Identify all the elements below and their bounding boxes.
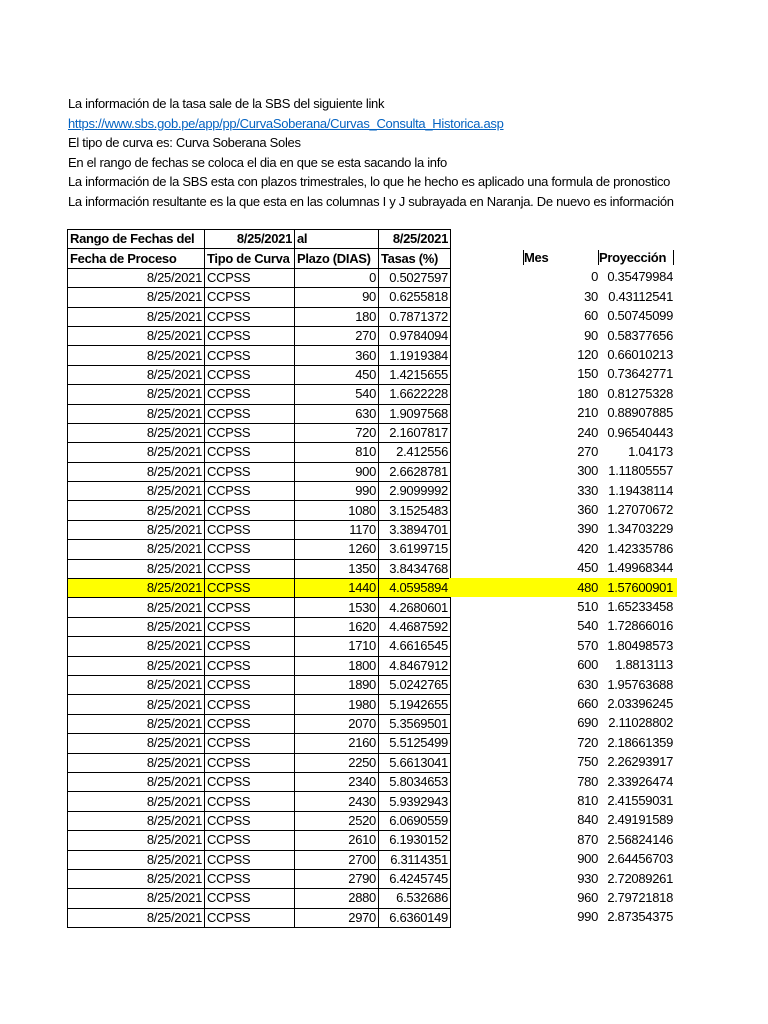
cell-mes[interactable]: 600 <box>577 657 598 673</box>
cell-mes[interactable]: 870 <box>577 831 598 847</box>
table-row <box>68 307 451 326</box>
cell-tipo[interactable]: CCPSS <box>205 656 295 675</box>
projection-row <box>449 694 677 713</box>
table-row <box>68 540 451 559</box>
cell-mes[interactable]: 990 <box>577 909 598 925</box>
table-row <box>68 734 451 753</box>
cell-mes[interactable]: 900 <box>577 851 598 867</box>
cell-proyeccion[interactable]: 2.64456703 <box>607 851 673 867</box>
range-to[interactable]: 8/25/2021 <box>379 230 451 249</box>
cell-tipo[interactable]: CCPSS <box>205 307 295 326</box>
table-row <box>68 889 451 908</box>
cell-tasa[interactable]: 0.9784094 <box>379 326 451 345</box>
cell-mes[interactable]: 0 <box>591 269 598 285</box>
cell-plazo[interactable]: 720 <box>295 423 379 442</box>
cell-plazo[interactable]: 1620 <box>295 617 379 636</box>
cell-proyeccion[interactable]: 0.96540443 <box>607 424 673 440</box>
cell-proyeccion[interactable]: 1.49968344 <box>607 560 673 576</box>
cell-tipo[interactable]: CCPSS <box>205 753 295 772</box>
projection-row <box>449 597 677 616</box>
projection-row <box>449 267 677 286</box>
cell-mes[interactable]: 720 <box>577 734 598 750</box>
cell-fecha[interactable]: 8/25/2021 <box>68 404 205 423</box>
cell-fecha[interactable]: 8/25/2021 <box>68 268 205 287</box>
cell-tipo[interactable]: CCPSS <box>205 559 295 578</box>
cell-tasa[interactable]: 6.532686 <box>379 889 451 908</box>
cell-fecha[interactable]: 8/25/2021 <box>68 326 205 345</box>
cell-fecha[interactable]: 8/25/2021 <box>68 714 205 733</box>
cell-fecha[interactable]: 8/25/2021 <box>68 831 205 850</box>
cell-mes[interactable]: 690 <box>577 715 598 731</box>
cell-plazo[interactable]: 2970 <box>295 908 379 927</box>
cell-plazo[interactable]: 1800 <box>295 656 379 675</box>
cell-mes[interactable]: 960 <box>577 889 598 905</box>
cell-proyeccion[interactable]: 1.27070672 <box>607 502 673 518</box>
cell-tasa[interactable]: 1.9097568 <box>379 404 451 423</box>
cell-proyeccion[interactable]: 2.18661359 <box>607 734 673 750</box>
cell-fecha[interactable]: 8/25/2021 <box>68 462 205 481</box>
cell-tipo[interactable]: CCPSS <box>205 365 295 384</box>
projection-row <box>449 384 677 403</box>
table-row <box>68 753 451 772</box>
projection-row <box>449 810 677 829</box>
projection-row <box>449 306 677 325</box>
projection-row <box>449 326 677 345</box>
cell-proyeccion[interactable]: 1.95763688 <box>607 676 673 692</box>
table-row <box>68 288 451 307</box>
cell-fecha[interactable]: 8/25/2021 <box>68 869 205 888</box>
cell-proyeccion[interactable]: 1.42335786 <box>607 540 673 556</box>
range-row <box>68 230 451 249</box>
table-row <box>68 811 451 830</box>
table-row <box>68 385 451 404</box>
cell-proyeccion[interactable]: 2.56824146 <box>607 831 673 847</box>
projection-row <box>449 655 677 674</box>
cell-fecha[interactable]: 8/25/2021 <box>68 734 205 753</box>
cell-proyeccion[interactable]: 1.11805557 <box>608 463 673 479</box>
cell-proyeccion[interactable]: 0.81275328 <box>607 385 673 401</box>
cell-proyeccion[interactable]: 2.87354375 <box>607 909 673 925</box>
cell-plazo[interactable]: 1890 <box>295 675 379 694</box>
cell-fecha[interactable]: 8/25/2021 <box>68 792 205 811</box>
cell-fecha[interactable]: 8/25/2021 <box>68 908 205 927</box>
note-line-4: En el rango de fechas se coloca el dia en que se esta sacando la info <box>68 154 447 170</box>
projection-row <box>449 907 677 926</box>
cell-plazo[interactable]: 2790 <box>295 869 379 888</box>
cell-proyeccion[interactable]: 2.49191589 <box>607 812 673 828</box>
cell-tipo[interactable]: CCPSS <box>205 579 295 598</box>
cell-mes[interactable]: 240 <box>577 424 598 440</box>
cell-proyeccion[interactable]: 0.58377656 <box>607 327 673 343</box>
table-row <box>68 869 451 888</box>
cell-proyeccion[interactable]: 0.73642771 <box>607 366 673 382</box>
cell-plazo[interactable]: 2430 <box>295 792 379 811</box>
projection-header <box>449 248 677 267</box>
cell-proyeccion[interactable]: 2.41559031 <box>607 792 673 808</box>
projection-row <box>449 772 677 791</box>
cell-tasa[interactable]: 0.7871372 <box>379 307 451 326</box>
cell-tipo[interactable]: CCPSS <box>205 637 295 656</box>
cell-mes[interactable]: 750 <box>577 754 598 770</box>
projection-row <box>449 888 677 907</box>
projection-row <box>449 752 677 771</box>
cell-proyeccion[interactable]: 1.57600901 <box>607 579 673 595</box>
cell-plazo[interactable]: 630 <box>295 404 379 423</box>
cell-tipo[interactable]: CCPSS <box>205 346 295 365</box>
cell-tipo[interactable]: CCPSS <box>205 540 295 559</box>
projection-row <box>449 791 677 810</box>
projection-row <box>449 558 677 577</box>
cell-tasa[interactable]: 1.6622228 <box>379 385 451 404</box>
cell-tasa[interactable]: 6.0690559 <box>379 811 451 830</box>
cell-plazo[interactable]: 810 <box>295 443 379 462</box>
table-row <box>68 559 451 578</box>
cell-proyeccion[interactable]: 1.72866016 <box>607 618 673 634</box>
cell-plazo[interactable]: 2880 <box>295 889 379 908</box>
projection-row <box>449 500 677 519</box>
cell-mes[interactable]: 210 <box>577 405 598 421</box>
cell-proyeccion[interactable]: 1.65233458 <box>607 599 673 615</box>
cell-tipo[interactable]: CCPSS <box>205 675 295 694</box>
cell-tasa[interactable]: 4.4687592 <box>379 617 451 636</box>
projection-row <box>449 403 677 422</box>
cell-tasa[interactable]: 4.8467912 <box>379 656 451 675</box>
cell-tasa[interactable]: 6.4245745 <box>379 869 451 888</box>
cell-fecha[interactable]: 8/25/2021 <box>68 288 205 307</box>
cell-plazo[interactable]: 2070 <box>295 714 379 733</box>
cell-tipo[interactable]: CCPSS <box>205 462 295 481</box>
cell-tasa[interactable]: 2.1607817 <box>379 423 451 442</box>
projection-row <box>449 423 677 442</box>
projection-row <box>449 519 677 538</box>
notes-block <box>68 94 768 211</box>
cell-mes[interactable]: 420 <box>577 540 598 556</box>
cell-mes[interactable]: 180 <box>577 385 598 401</box>
cell-tasa[interactable]: 2.412556 <box>379 443 451 462</box>
cell-tipo[interactable]: CCPSS <box>205 811 295 830</box>
cell-tipo[interactable]: CCPSS <box>205 520 295 539</box>
cell-plazo[interactable]: 0 <box>295 268 379 287</box>
cell-tipo[interactable]: CCPSS <box>205 617 295 636</box>
cell-tipo[interactable]: CCPSS <box>205 598 295 617</box>
cell-tipo[interactable]: CCPSS <box>205 714 295 733</box>
projection-row <box>449 733 677 752</box>
cell-fecha[interactable]: 8/25/2021 <box>68 656 205 675</box>
cell-fecha[interactable]: 8/25/2021 <box>68 559 205 578</box>
table-row <box>68 346 451 365</box>
table-row <box>68 482 451 501</box>
projection-rows <box>449 267 677 926</box>
cell-fecha[interactable]: 8/25/2021 <box>68 540 205 559</box>
cell-mes[interactable]: 480 <box>577 579 598 595</box>
cell-mes[interactable]: 780 <box>577 773 598 789</box>
cell-fecha[interactable]: 8/25/2021 <box>68 675 205 694</box>
cell-plazo[interactable]: 1440 <box>295 579 379 598</box>
cell-tipo[interactable]: CCPSS <box>205 443 295 462</box>
table-row <box>68 579 451 598</box>
cell-tipo[interactable]: CCPSS <box>205 869 295 888</box>
table-row <box>68 850 451 869</box>
table-row <box>68 462 451 481</box>
cell-tasa[interactable]: 5.9392943 <box>379 792 451 811</box>
cell-plazo[interactable]: 2160 <box>295 734 379 753</box>
cell-mes[interactable]: 810 <box>577 792 598 808</box>
cell-mes[interactable]: 60 <box>584 308 598 324</box>
cell-proyeccion[interactable]: 1.80498573 <box>607 637 673 653</box>
projection-row <box>449 869 677 888</box>
cell-fecha[interactable]: 8/25/2021 <box>68 850 205 869</box>
cell-plazo[interactable]: 450 <box>295 365 379 384</box>
range-al[interactable]: al <box>295 230 379 249</box>
table-row <box>68 326 451 345</box>
table-row <box>68 675 451 694</box>
cell-tipo[interactable]: CCPSS <box>205 792 295 811</box>
cell-proyeccion[interactable]: 1.19438114 <box>608 482 673 498</box>
table-row <box>68 404 451 423</box>
cell-plazo[interactable]: 2520 <box>295 811 379 830</box>
note-line-5: La información de la SBS esta con plazos trimestrales, lo que he hecho es aplicado una formula de pronostico <box>68 174 671 189</box>
cell-plazo[interactable]: 540 <box>295 385 379 404</box>
table-row <box>68 617 451 636</box>
cell-proyeccion[interactable]: 0.35479984 <box>607 269 673 285</box>
table-row <box>68 520 451 539</box>
cell-mes[interactable]: 930 <box>577 870 598 886</box>
cell-tipo[interactable]: CCPSS <box>205 288 295 307</box>
cell-tipo[interactable]: CCPSS <box>205 734 295 753</box>
cell-proyeccion[interactable]: 1.8813113 <box>615 657 673 673</box>
cell-mes[interactable]: 660 <box>577 695 598 711</box>
cell-mes[interactable]: 30 <box>584 288 598 304</box>
range-label[interactable]: Rango de Fechas del <box>68 230 205 249</box>
cell-proyeccion[interactable]: 0.43112541 <box>608 288 673 304</box>
cell-fecha[interactable]: 8/25/2021 <box>68 482 205 501</box>
projection-block <box>449 248 677 927</box>
cell-plazo[interactable]: 270 <box>295 326 379 345</box>
cell-fecha[interactable]: 8/25/2021 <box>68 811 205 830</box>
cell-tipo[interactable]: CCPSS <box>205 326 295 345</box>
table-row <box>68 637 451 656</box>
projection-row <box>449 287 677 306</box>
cell-fecha[interactable]: 8/25/2021 <box>68 579 205 598</box>
cell-fecha[interactable]: 8/25/2021 <box>68 520 205 539</box>
col-header-fecha[interactable]: Fecha de Proceso <box>68 249 205 268</box>
cell-tipo[interactable]: CCPSS <box>205 501 295 520</box>
cell-plazo[interactable]: 900 <box>295 462 379 481</box>
projection-row <box>449 578 677 597</box>
cell-plazo[interactable]: 2340 <box>295 772 379 791</box>
cell-plazo[interactable]: 360 <box>295 346 379 365</box>
cell-tasa[interactable]: 1.4215655 <box>379 365 451 384</box>
col-header-plazo[interactable]: Plazo (DIAS) <box>295 249 379 268</box>
cell-plazo[interactable]: 2610 <box>295 831 379 850</box>
cell-proyeccion[interactable]: 2.72089261 <box>607 870 673 886</box>
cell-proyeccion[interactable]: 0.50745099 <box>607 308 673 324</box>
cell-tasa[interactable]: 3.1525483 <box>379 501 451 520</box>
projection-row <box>449 539 677 558</box>
divider <box>673 250 674 265</box>
cell-tasa[interactable]: 2.9099992 <box>379 482 451 501</box>
cell-fecha[interactable]: 8/25/2021 <box>68 346 205 365</box>
cell-plazo[interactable]: 990 <box>295 482 379 501</box>
cell-plazo[interactable]: 1260 <box>295 540 379 559</box>
cell-plazo[interactable]: 1170 <box>295 520 379 539</box>
cell-tasa[interactable]: 5.0242765 <box>379 675 451 694</box>
cell-mes[interactable]: 840 <box>577 812 598 828</box>
projection-row <box>449 442 677 461</box>
cell-tasa[interactable]: 4.2680601 <box>379 598 451 617</box>
projection-row <box>449 345 677 364</box>
cell-plazo[interactable]: 2250 <box>295 753 379 772</box>
projection-row <box>449 849 677 868</box>
table-row <box>68 268 451 287</box>
table-row <box>68 695 451 714</box>
cell-tipo[interactable]: CCPSS <box>205 404 295 423</box>
note-line-3: El tipo de curva es: Curva Soberana Soles <box>68 135 301 150</box>
cell-tipo[interactable]: CCPSS <box>205 695 295 714</box>
table-row <box>68 365 451 384</box>
cell-tipo[interactable]: CCPSS <box>205 385 295 404</box>
cell-mes[interactable]: 120 <box>577 346 598 362</box>
cell-tasa[interactable]: 5.5125499 <box>379 734 451 753</box>
cell-plazo[interactable]: 1350 <box>295 559 379 578</box>
cell-tipo[interactable]: CCPSS <box>205 772 295 791</box>
table-row <box>68 443 451 462</box>
table-row <box>68 501 451 520</box>
col-header-tasas[interactable]: Tasas (%) <box>379 249 451 268</box>
projection-row <box>449 713 677 732</box>
cell-fecha[interactable]: 8/25/2021 <box>68 772 205 791</box>
projection-row <box>449 481 677 500</box>
cell-tipo[interactable]: CCPSS <box>205 423 295 442</box>
table-row <box>68 423 451 442</box>
note-line-6: La información resultante es la que esta en las columnas I y J subrayada en Naranja. De nuevo es información <box>68 193 674 209</box>
cell-tasa[interactable]: 5.3569501 <box>379 714 451 733</box>
cell-fecha[interactable]: 8/25/2021 <box>68 423 205 442</box>
cell-plazo[interactable]: 90 <box>295 288 379 307</box>
cell-mes[interactable]: 450 <box>577 560 598 576</box>
table-row <box>68 831 451 850</box>
cell-fecha[interactable]: 8/25/2021 <box>68 307 205 326</box>
cell-proyeccion[interactable]: 1.04173 <box>628 443 673 459</box>
sbs-link[interactable]: https://www.sbs.gob.pe/app/pp/CurvaSoberana/Curvas_Consulta_Historica.asp <box>68 115 504 131</box>
table-row <box>68 792 451 811</box>
cell-tipo[interactable]: CCPSS <box>205 482 295 501</box>
cell-proyeccion[interactable]: 0.88907885 <box>607 405 673 421</box>
cell-tipo[interactable]: CCPSS <box>205 889 295 908</box>
cell-tipo[interactable]: CCPSS <box>205 831 295 850</box>
cell-tasa[interactable]: 0.5027597 <box>379 268 451 287</box>
col-header-mes[interactable]: Mes <box>524 250 549 265</box>
cell-mes[interactable]: 360 <box>577 502 598 518</box>
cell-proyeccion[interactable]: 1.34703229 <box>607 521 673 537</box>
cell-tasa[interactable]: 0.6255818 <box>379 288 451 307</box>
cell-mes[interactable]: 390 <box>577 521 598 537</box>
cell-plazo[interactable]: 1080 <box>295 501 379 520</box>
cell-mes[interactable]: 300 <box>577 463 598 479</box>
cell-mes[interactable]: 270 <box>577 443 598 459</box>
table-row <box>68 656 451 675</box>
cell-proyeccion[interactable]: 2.79721818 <box>607 889 673 905</box>
cell-tasa[interactable]: 1.1919384 <box>379 346 451 365</box>
table-row <box>68 714 451 733</box>
projection-row <box>449 616 677 635</box>
cell-mes[interactable]: 150 <box>577 366 598 382</box>
col-header-tipo[interactable]: Tipo de Curva <box>205 249 295 268</box>
cell-fecha[interactable]: 8/25/2021 <box>68 443 205 462</box>
cell-fecha[interactable]: 8/25/2021 <box>68 695 205 714</box>
cell-tasa[interactable]: 6.1930152 <box>379 831 451 850</box>
cell-mes[interactable]: 540 <box>577 618 598 634</box>
table-row <box>68 598 451 617</box>
cell-tasa[interactable]: 6.3114351 <box>379 850 451 869</box>
cell-mes[interactable]: 510 <box>577 599 598 615</box>
cell-tasa[interactable]: 3.8434768 <box>379 559 451 578</box>
cell-tasa[interactable]: 6.6360149 <box>379 908 451 927</box>
cell-plazo[interactable]: 2700 <box>295 850 379 869</box>
cell-proyeccion[interactable]: 2.26293917 <box>607 754 673 770</box>
cell-fecha[interactable]: 8/25/2021 <box>68 889 205 908</box>
cell-tipo[interactable]: CCPSS <box>205 268 295 287</box>
cell-tipo[interactable]: CCPSS <box>205 908 295 927</box>
cell-tasa[interactable]: 5.6613041 <box>379 753 451 772</box>
cell-tasa[interactable]: 4.0595894 <box>379 579 451 598</box>
cell-fecha[interactable]: 8/25/2021 <box>68 637 205 656</box>
cell-plazo[interactable]: 1710 <box>295 637 379 656</box>
projection-row <box>449 675 677 694</box>
projection-row <box>449 830 677 849</box>
cell-fecha[interactable]: 8/25/2021 <box>68 753 205 772</box>
cell-proyeccion[interactable]: 2.03396245 <box>607 695 673 711</box>
table-row <box>68 772 451 791</box>
cell-plazo[interactable]: 1530 <box>295 598 379 617</box>
projection-row <box>449 636 677 655</box>
cell-mes[interactable]: 630 <box>577 676 598 692</box>
cell-mes[interactable]: 90 <box>584 327 598 343</box>
cell-fecha[interactable]: 8/25/2021 <box>68 501 205 520</box>
projection-row <box>449 364 677 383</box>
cell-mes[interactable]: 330 <box>577 482 598 498</box>
cell-tasa[interactable]: 2.6628781 <box>379 462 451 481</box>
cell-tasa[interactable]: 5.8034653 <box>379 772 451 791</box>
col-header-proyeccion[interactable]: Proyección <box>599 250 667 265</box>
cell-tasa[interactable]: 3.6199715 <box>379 540 451 559</box>
cell-plazo[interactable]: 1980 <box>295 695 379 714</box>
range-from[interactable]: 8/25/2021 <box>205 230 295 249</box>
cell-proyeccion[interactable]: 0.66010213 <box>607 346 673 362</box>
table-row <box>68 908 451 927</box>
note-line-1: La información de la tasa sale de la SBS del siguiente link <box>68 96 385 111</box>
projection-row <box>449 461 677 480</box>
cell-proyeccion[interactable]: 2.33926474 <box>607 773 673 789</box>
cell-plazo[interactable]: 180 <box>295 307 379 326</box>
header-row <box>68 249 451 268</box>
cell-fecha[interactable]: 8/25/2021 <box>68 598 205 617</box>
cell-tasa[interactable]: 3.3894701 <box>379 520 451 539</box>
cell-tipo[interactable]: CCPSS <box>205 850 295 869</box>
cell-fecha[interactable]: 8/25/2021 <box>68 617 205 636</box>
cell-mes[interactable]: 570 <box>577 637 598 653</box>
cell-fecha[interactable]: 8/25/2021 <box>68 385 205 404</box>
cell-tasa[interactable]: 4.6616545 <box>379 637 451 656</box>
cell-proyeccion[interactable]: 2.11028802 <box>608 715 673 731</box>
cell-fecha[interactable]: 8/25/2021 <box>68 365 205 384</box>
rates-table <box>67 229 451 928</box>
cell-tasa[interactable]: 5.1942655 <box>379 695 451 714</box>
